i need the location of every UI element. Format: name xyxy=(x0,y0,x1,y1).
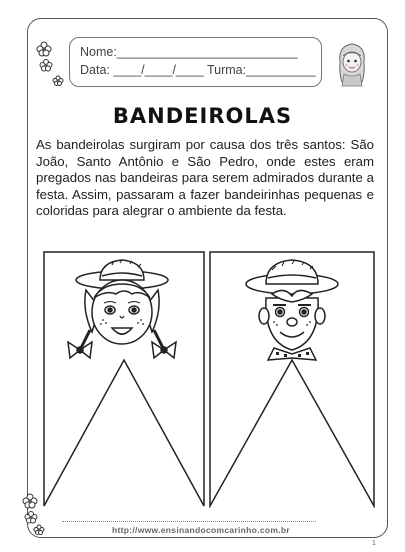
page-title: BANDEIROLAS xyxy=(112,104,293,128)
footer-url-link[interactable]: http://www.ensinandocomcarinho.com.br xyxy=(112,525,290,535)
name-field[interactable]: Nome:__________________________ xyxy=(80,45,298,59)
date-class-field[interactable]: Data: ____/____/____ Turma:__________ xyxy=(80,63,316,77)
flower-decoration-bottom-icon xyxy=(22,492,48,536)
student-info-box xyxy=(69,37,322,87)
intro-paragraph: As bandeirolas surgiram por causa dos três santos: São João, Santo Antônio e São Pedro, onde estes eram pregados nas bandeiras para serem admirados durante a festa. Assim, passaram a fazer bandeirinhas pequenas e coloridas para alegrar o ambiente da festa. xyxy=(36,137,374,218)
flags-illustration xyxy=(40,250,378,508)
flower-decoration-icon xyxy=(36,40,66,88)
page-number: 1 xyxy=(372,540,376,547)
girl-avatar-icon xyxy=(334,40,370,88)
footer-divider xyxy=(62,521,316,522)
